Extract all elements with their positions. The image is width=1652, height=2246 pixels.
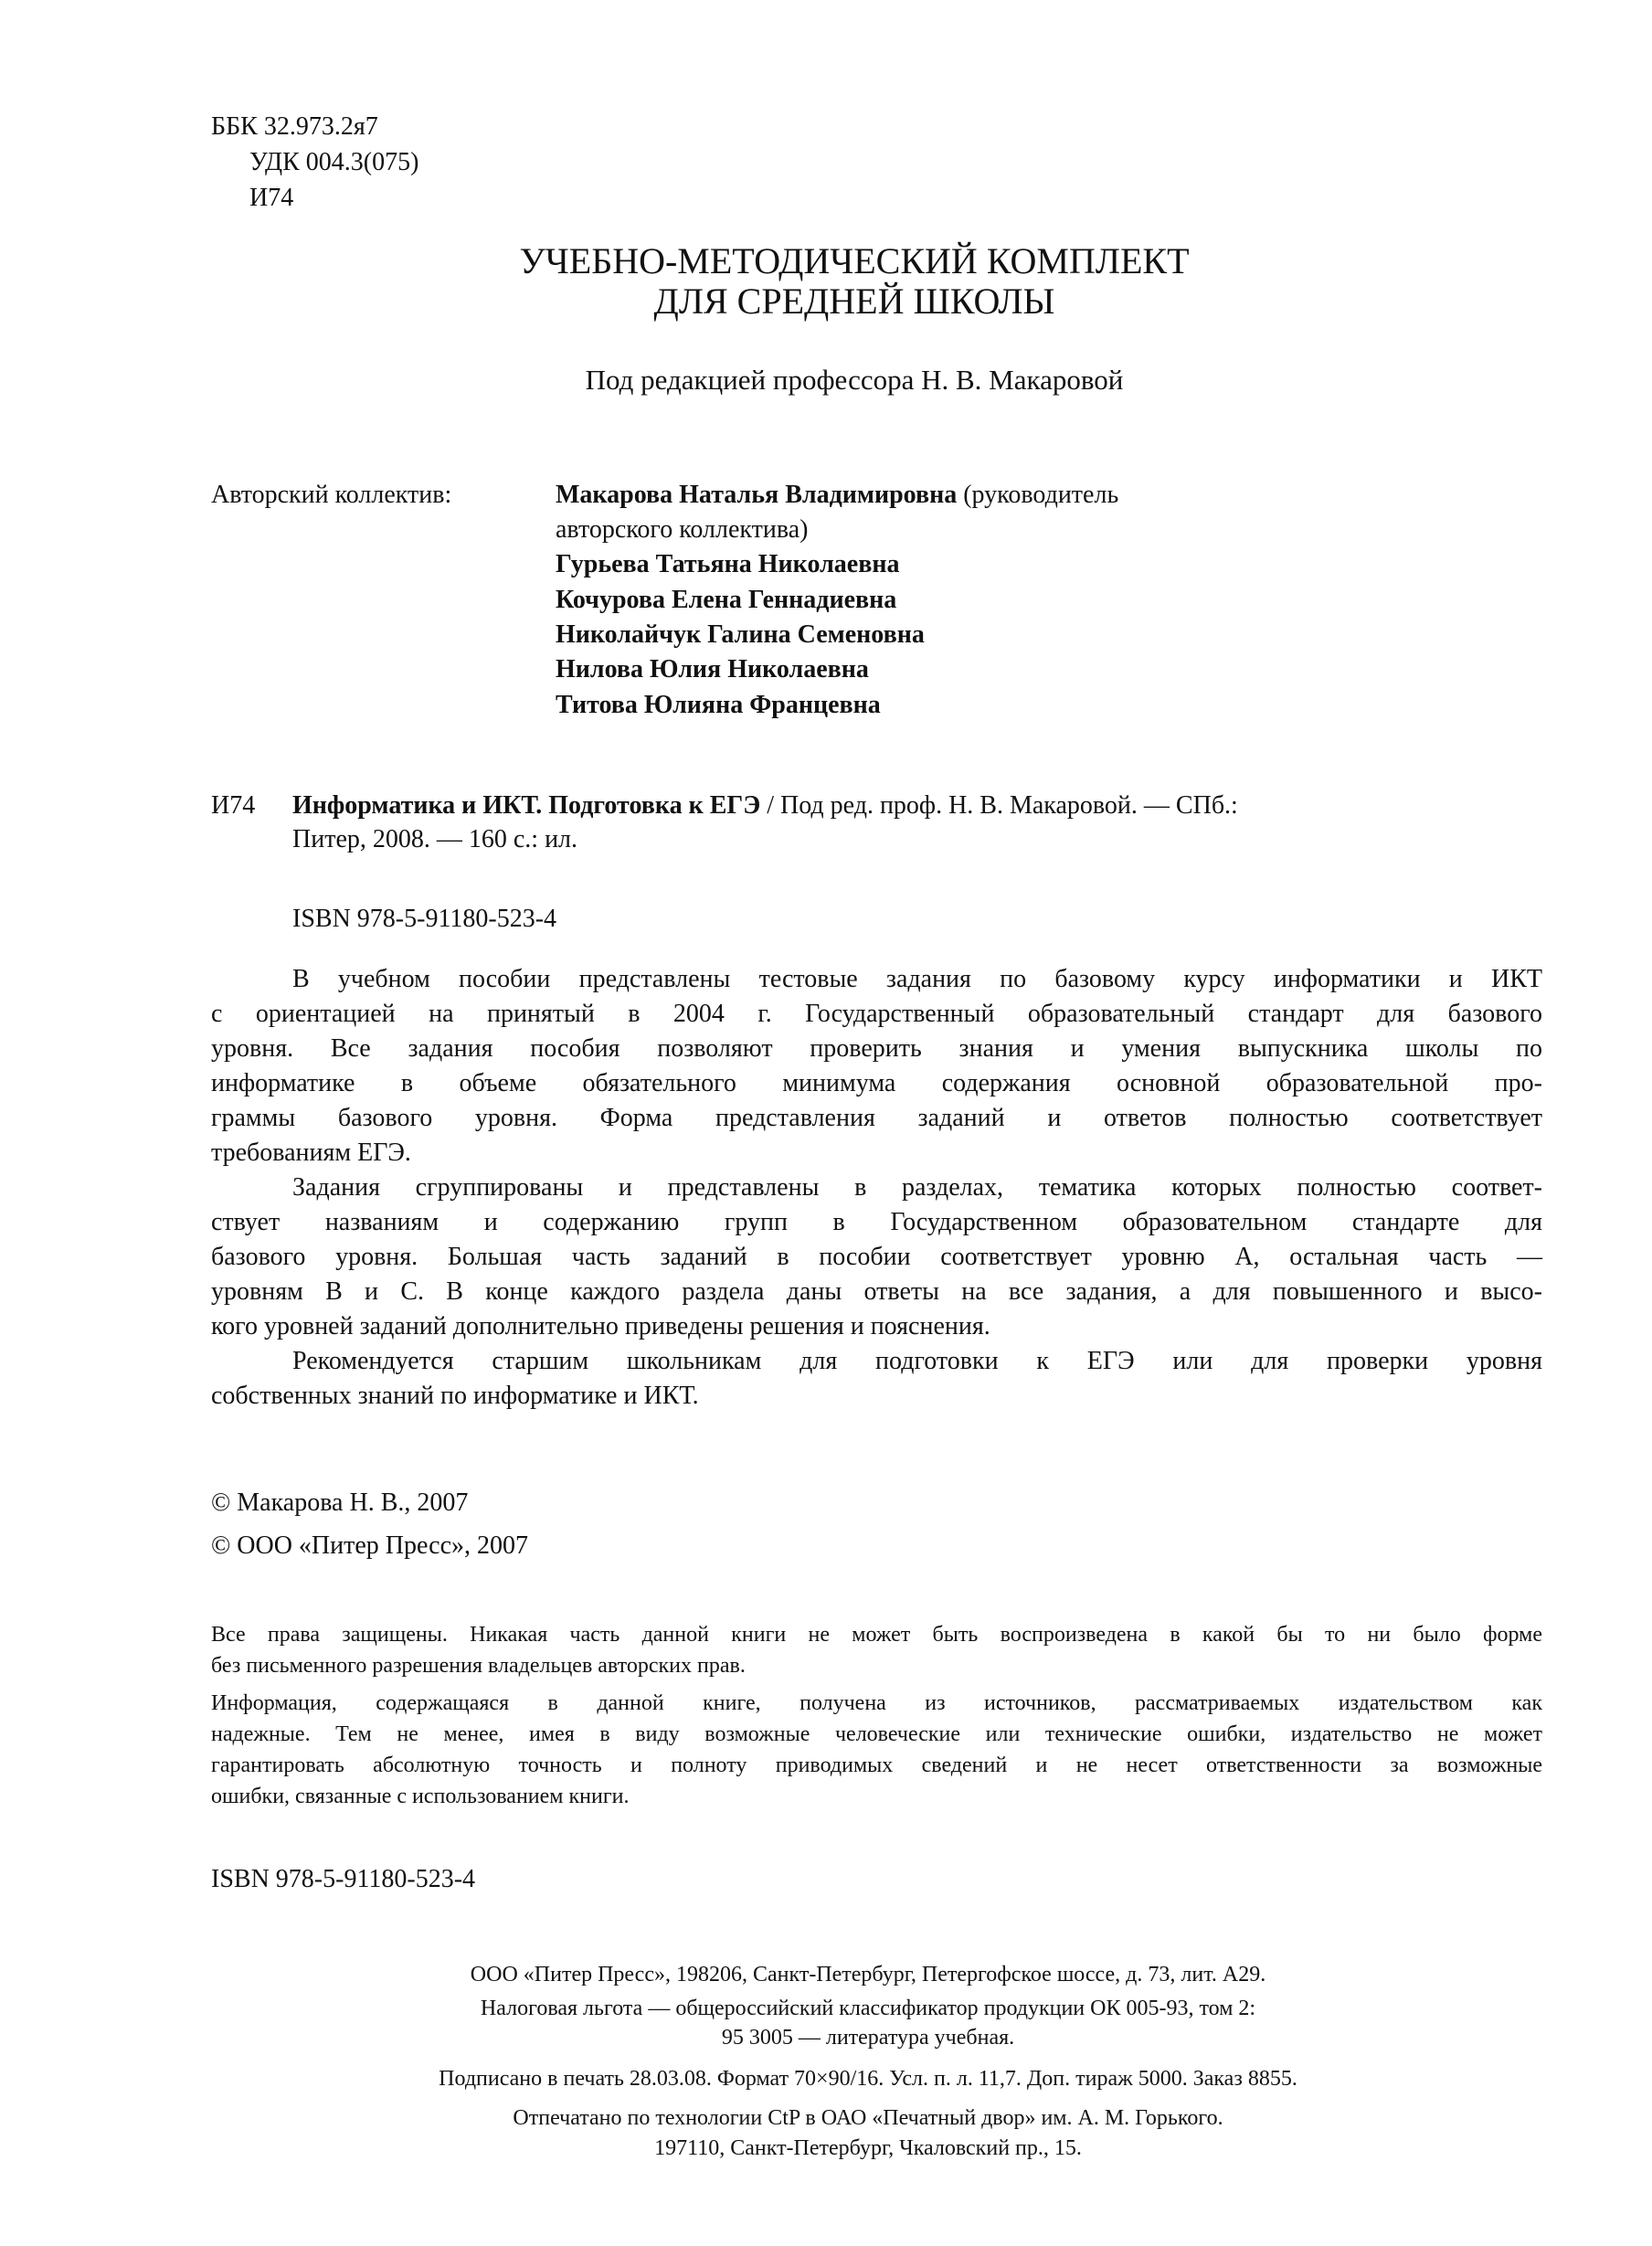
- liability-line: Информация, содержащаяся в данной книге, получена из источников, рассматриваемых издательством как: [211, 1691, 1542, 1715]
- author-name: Николайчук Галина Семеновна: [556, 620, 925, 649]
- annotation-line: Задания сгруппированы и представлены в разделах, тематика которых полностью соответ-: [292, 1173, 1542, 1202]
- series-title-line-1: УЧЕБНО-МЕТОДИЧЕСКИЙ КОМПЛЕКТ: [519, 240, 1190, 281]
- annotation-line: кого уровней заданий дополнительно приведены решения и пояснения.: [211, 1312, 990, 1340]
- lead-author-role-cont: авторского коллектива): [556, 515, 809, 544]
- imprint-line: 197110, Санкт-Петербург, Чкаловский пр., 15.: [654, 2136, 1082, 2160]
- imprint-line: Отпечатано по технологии CtP в ОАО «Печатный двор» им. А. М. Горького.: [513, 2106, 1223, 2130]
- annotation-line: информатике в объеме обязательного минимума содержания основной образовательной про-: [211, 1069, 1542, 1097]
- imprint-line: 95 3005 — литература учебная.: [721, 2026, 1015, 2050]
- author-name: Титова Юлияна Францевна: [556, 691, 881, 719]
- udk-code: УДК 004.3(075): [249, 148, 419, 176]
- imprint-line: Налоговая льгота — общероссийский классификатор продукции ОК 005-93, том 2:: [480, 1997, 1256, 2020]
- annotation-line: уровням В и С. В конце каждого раздела даны ответы на все задания, а для повышенного и высо-: [211, 1277, 1542, 1306]
- copyright-publisher: © ООО «Питер Пресс», 2007: [211, 1531, 529, 1560]
- annotation-line: Рекомендуется старшим школьникам для подготовки к ЕГЭ или для проверки уровня: [292, 1347, 1542, 1375]
- lead-author: [556, 478, 1118, 513]
- liability-line: ошибки, связанные с использованием книги.: [211, 1785, 630, 1808]
- rights-line: без письменного разрешения владельцев авторских прав.: [211, 1654, 746, 1678]
- liability-line: надежные. Тем не менее, имея в виду возможные человеческие или технические ошибки, издательство не может: [211, 1722, 1542, 1746]
- biblio-editor: / Под ред. проф. Н. В. Макаровой. — СПб.:: [760, 791, 1238, 820]
- biblio-index: И74: [211, 791, 256, 820]
- copyright-author: © Макарова Н. В., 2007: [211, 1489, 469, 1517]
- annotation-line: граммы базового уровня. Форма представления заданий и ответов полностью соответствует: [211, 1104, 1542, 1132]
- bbk-code: ББК 32.973.2я7: [211, 112, 378, 141]
- book-title: Информатика и ИКТ. Подготовка к ЕГЭ: [292, 791, 761, 820]
- editor-line: Под редакцией профессора Н. В. Макаровой: [585, 364, 1124, 396]
- isbn-bottom: ISBN 978-5-91180-523-4: [211, 1865, 476, 1893]
- liability-notice: [211, 1688, 1542, 1812]
- biblio-publisher: Питер, 2008. — 160 с.: ил.: [292, 825, 578, 853]
- lead-author-name: Макарова Наталья Владимировна: [556, 481, 958, 509]
- author-name: Нилова Юлия Николаевна: [556, 655, 869, 683]
- annotation-line: базового уровня. Большая часть заданий в пособии соответствует уровню А, остальная часть —: [211, 1243, 1542, 1271]
- isbn: ISBN 978-5-91180-523-4: [292, 905, 557, 933]
- rights-notice: [211, 1619, 1542, 1681]
- rights-line: Все права защищены. Никакая часть данной книги не может быть воспроизведена в какой бы то ни было форме: [211, 1623, 1542, 1647]
- annotation-line: с ориентацией на принятый в 2004 г. Государственный образовательный стандарт для базового: [211, 1000, 1542, 1028]
- liability-line: гарантировать абсолютную точность и полноту приводимых сведений и не несет ответственности за возможные: [211, 1753, 1542, 1777]
- author-name: Кочурова Елена Геннадиевна: [556, 586, 897, 614]
- author-name: Гурьева Татьяна Николаевна: [556, 550, 900, 578]
- lead-author-role: (руководитель: [957, 481, 1119, 509]
- annotation-line: В учебном пособии представлены тестовые задания по базовому курсу информатики и ИКТ: [292, 965, 1542, 993]
- annotation-line: уровня. Все задания пособия позволяют проверить знания и умения выпускника школы по: [211, 1034, 1542, 1063]
- series-title-line-2: ДЛЯ СРЕДНЕЙ ШКОЛЫ: [653, 281, 1055, 322]
- imprint-line: Подписано в печать 28.03.08. Формат 70×90/16. Усл. п. л. 11,7. Доп. тираж 5000. Заказ 8855.: [439, 2067, 1297, 2091]
- annotation-line: требованиям ЕГЭ.: [211, 1139, 411, 1167]
- biblio-entry: [292, 789, 1238, 823]
- imprint-line: ООО «Питер Пресс», 198206, Санкт-Петербург, Петергофское шоссе, д. 73, лит. А29.: [470, 1963, 1266, 1986]
- annotation-line: собственных знаний по информатике и ИКТ.: [211, 1382, 699, 1410]
- author-index: И74: [249, 184, 294, 212]
- annotation-line: ствует названиям и содержанию групп в Государственном образовательном стандарте для: [211, 1208, 1542, 1236]
- authors-label: Авторский коллектив:: [211, 481, 452, 509]
- annotation: [211, 962, 1542, 1414]
